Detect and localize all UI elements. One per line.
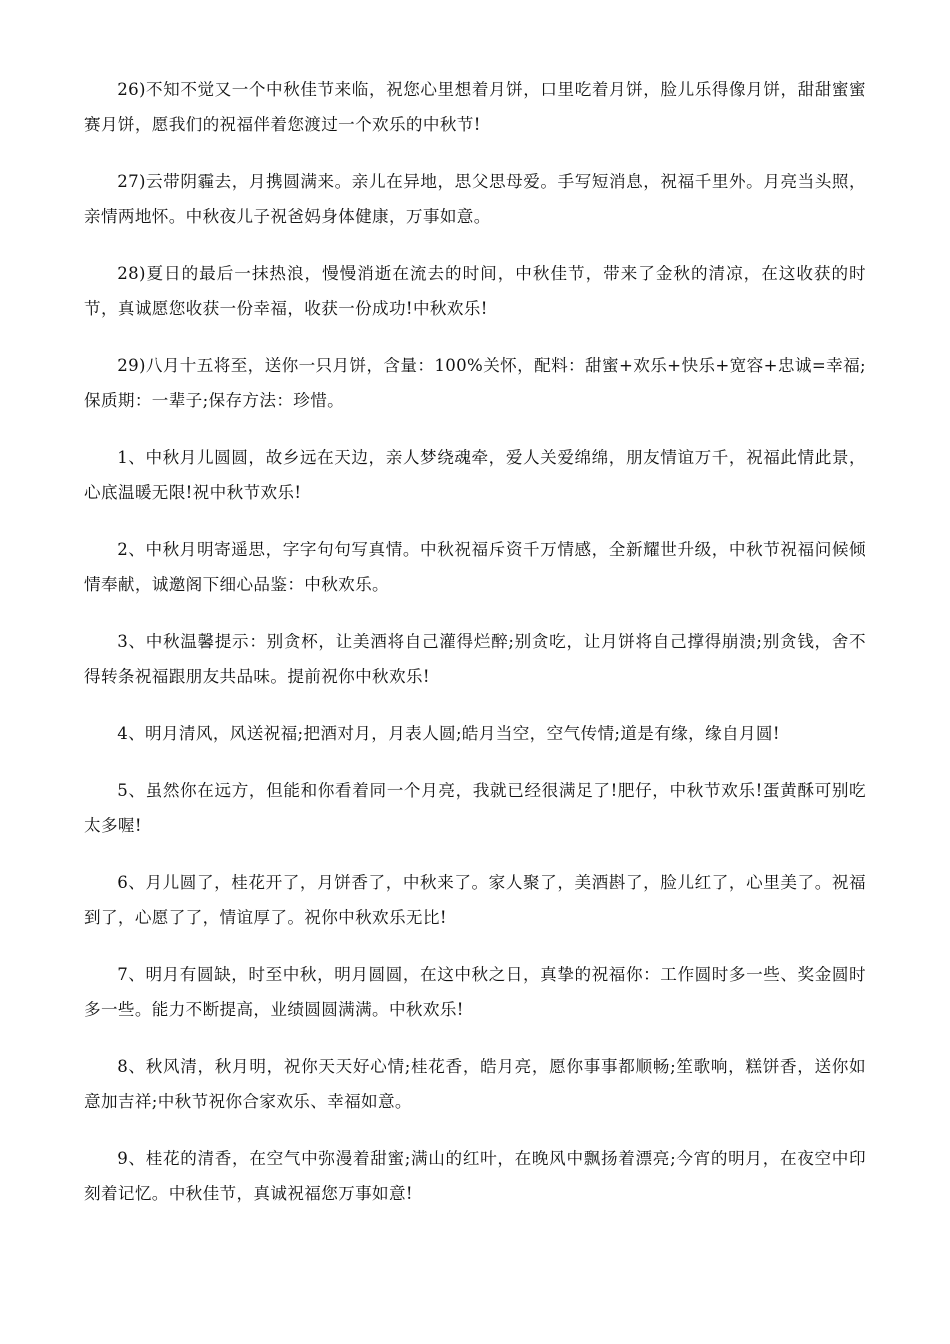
paragraph-2: 2、中秋月明寄遥思，字字句句写真情。中秋祝福斥资千万情感，全新耀世升级，中秋节祝福问候倾情奉献，诚邀阁下细心品鉴：中秋欢乐。 bbox=[84, 540, 866, 594]
paragraph-27: 27)云带阴霾去，月携圆满来。亲儿在异地，思父思母爱。手写短消息，祝福千里外。月亮当头照，亲情两地怀。中秋夜儿子祝爸妈身体健康，万事如意。 bbox=[84, 172, 866, 226]
paragraph-6: 6、月儿圆了，桂花开了，月饼香了，中秋来了。家人聚了，美酒斟了，脸儿红了，心里美了。祝福到了，心愿了了，情谊厚了。祝你中秋欢乐无比! bbox=[84, 873, 866, 927]
paragraph-9: 9、桂花的清香，在空气中弥漫着甜蜜;满山的红叶，在晚风中飘扬着漂亮;今宵的明月，在夜空中印刻着记忆。中秋佳节，真诚祝福您万事如意! bbox=[84, 1149, 866, 1203]
paragraph-8: 8、秋风清，秋月明，祝你天天好心情;桂花香，皓月亮，愿你事事都顺畅;笙歌响，糕饼香，送你如意加吉祥;中秋节祝你合家欢乐、幸福如意。 bbox=[84, 1057, 866, 1111]
paragraph-26: 26)不知不觉又一个中秋佳节来临，祝您心里想着月饼，口里吃着月饼，脸儿乐得像月饼，甜甜蜜蜜赛月饼，愿我们的祝福伴着您渡过一个欢乐的中秋节! bbox=[84, 80, 866, 134]
paragraph-4: 4、明月清风，风送祝福;把酒对月，月表人圆;皓月当空，空气传情;道是有缘，缘自月圆! bbox=[117, 724, 780, 743]
paragraph-7: 7、明月有圆缺，时至中秋，明月圆圆，在这中秋之日，真挚的祝福你：工作圆时多一些、奖金圆时多一些。能力不断提高，业绩圆圆满满。中秋欢乐! bbox=[84, 965, 866, 1019]
paragraph-1: 1、中秋月儿圆圆，故乡远在天边，亲人梦绕魂牵，爱人关爱绵绵，朋友情谊万千，祝福此情此景，心底温暖无限!祝中秋节欢乐! bbox=[84, 448, 866, 502]
paragraph-5: 5、虽然你在远方，但能和你看着同一个月亮，我就已经很满足了!肥仔，中秋节欢乐!蛋黄酥可别吃太多喔! bbox=[84, 781, 866, 835]
paragraph-28: 28)夏日的最后一抹热浪，慢慢消逝在流去的时间，中秋佳节，带来了金秋的清凉，在这收获的时节，真诚愿您收获一份幸福，收获一份成功!中秋欢乐! bbox=[84, 264, 866, 318]
paragraph-29: 29)八月十五将至，送你一只月饼，含量：100%关怀，配料：甜蜜+欢乐+快乐+宽容+忠诚=幸福;保质期：一辈子;保存方法：珍惜。 bbox=[84, 356, 866, 410]
paragraph-3: 3、中秋温馨提示：别贪杯，让美酒将自己灌得烂醉;别贪吃，让月饼将自己撑得崩溃;别贪钱，舍不得转条祝福跟朋友共品味。提前祝你中秋欢乐! bbox=[84, 632, 866, 686]
